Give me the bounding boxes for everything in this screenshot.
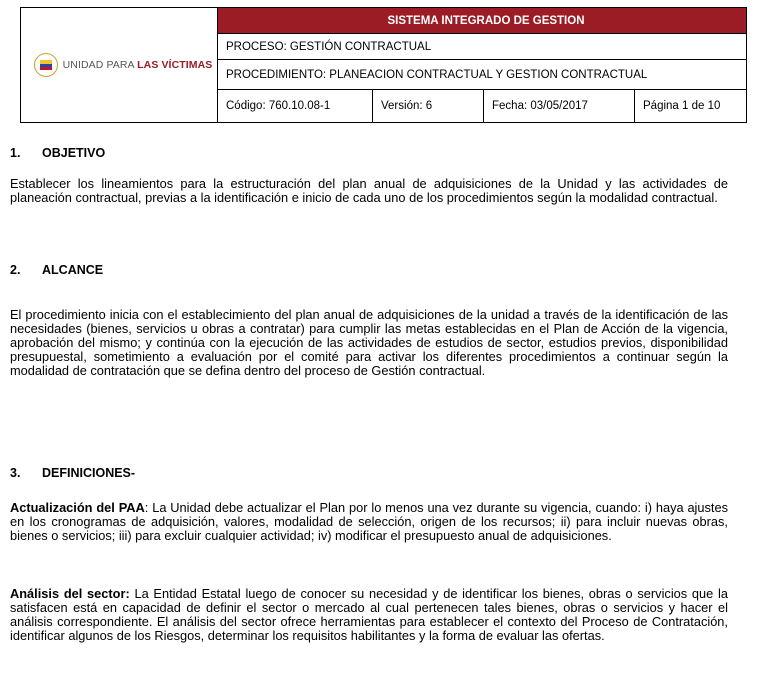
definition-text: : La Unidad debe actualizar el Plan por lo menos una vez durante su vigencia, cuando: i) haya ajustes en los cronogramas de adquisición, valores, modalidad de selección, origen de los recursos; ii) para incluir nuevas obras, bienes o servicios; iii) para excluir cualquier actividad; iv) modificar el presupuesto anual de adquisiciones. [10, 500, 728, 543]
procedure-label: PROCEDIMIENTO: PLANEACION CONTRACTUAL Y GESTION CONTRACTUAL [218, 60, 747, 90]
definition-analisis-sector [10, 587, 728, 643]
logo-cell [21, 8, 218, 123]
objetivo-paragraph: Establecer los lineamientos para la estructuración del plan anual de adquisiciones de la Unidad y las actividades de planeación contractual, previas a la identificación e inicio de cada uno de los procedimientos según la modalidad contractual. [10, 176, 728, 205]
section-heading-objetivo [10, 146, 105, 160]
logo-text-light: UNIDAD PARA [62, 59, 135, 71]
definition-text: La Entidad Estatal luego de conocer su necesidad y de identificar los bienes, obras o servicios que la satisfacen está en capacidad de definir el sector o mercado al cual pertenecen tales bienes, obras o servicios y hacer el análisis correspondiente. El análisis del sector ofrece herramientas para establecer el contexto del Proceso de Contratación, identificar algunos de los Riesgos, determinar los requisitos habilitantes y la forma de evaluar las ofertas. [10, 586, 728, 643]
colombia-seal-icon [34, 53, 58, 77]
document-version: Versión: 6 [373, 90, 484, 123]
section-heading-alcance [10, 263, 103, 277]
page-number: Página 1 de 10 [635, 90, 747, 123]
system-title: SISTEMA INTEGRADO DE GESTION [218, 8, 747, 34]
process-label: PROCESO: GESTIÓN CONTRACTUAL [218, 34, 747, 60]
document-date: Fecha: 03/05/2017 [484, 90, 635, 123]
section-title: ALCANCE [42, 263, 104, 277]
section-title: OBJETIVO [42, 146, 106, 160]
section-number: 3. [10, 466, 21, 480]
section-heading-definiciones [10, 466, 135, 480]
section-title: DEFINICIONES- [42, 466, 136, 480]
document-header-table [20, 7, 747, 123]
definition-actualizacion-paa [10, 501, 728, 543]
logo-text-bold: LAS VÍCTIMAS [137, 59, 213, 71]
definition-term: Análisis del sector: [10, 586, 130, 601]
document-code: Código: 760.10.08-1 [218, 90, 373, 123]
alcance-paragraph: El procedimiento inicia con el establecimiento del plan anual de adquisiciones de la unidad a través de la identificación de las necesidades (bienes, servicios u obras a contratar) para cumplir las metas establecidas en el Plan de Acción de la vigencia, aprobación del mismo; y continúa con la ejecución de las actividades de estudios de sector, estudios previos, disponibilidad presupuestal, sometimiento a evaluación por el comité para activar los diferentes procedimientos a continuar según la modalidad de contratación que se defina dentro del proceso de Gestión contractual. [10, 307, 728, 378]
section-number: 2. [10, 263, 21, 277]
section-number: 1. [10, 146, 21, 160]
definition-term: Actualización del PAA [10, 500, 145, 515]
unidad-victimas-logo [29, 53, 217, 77]
